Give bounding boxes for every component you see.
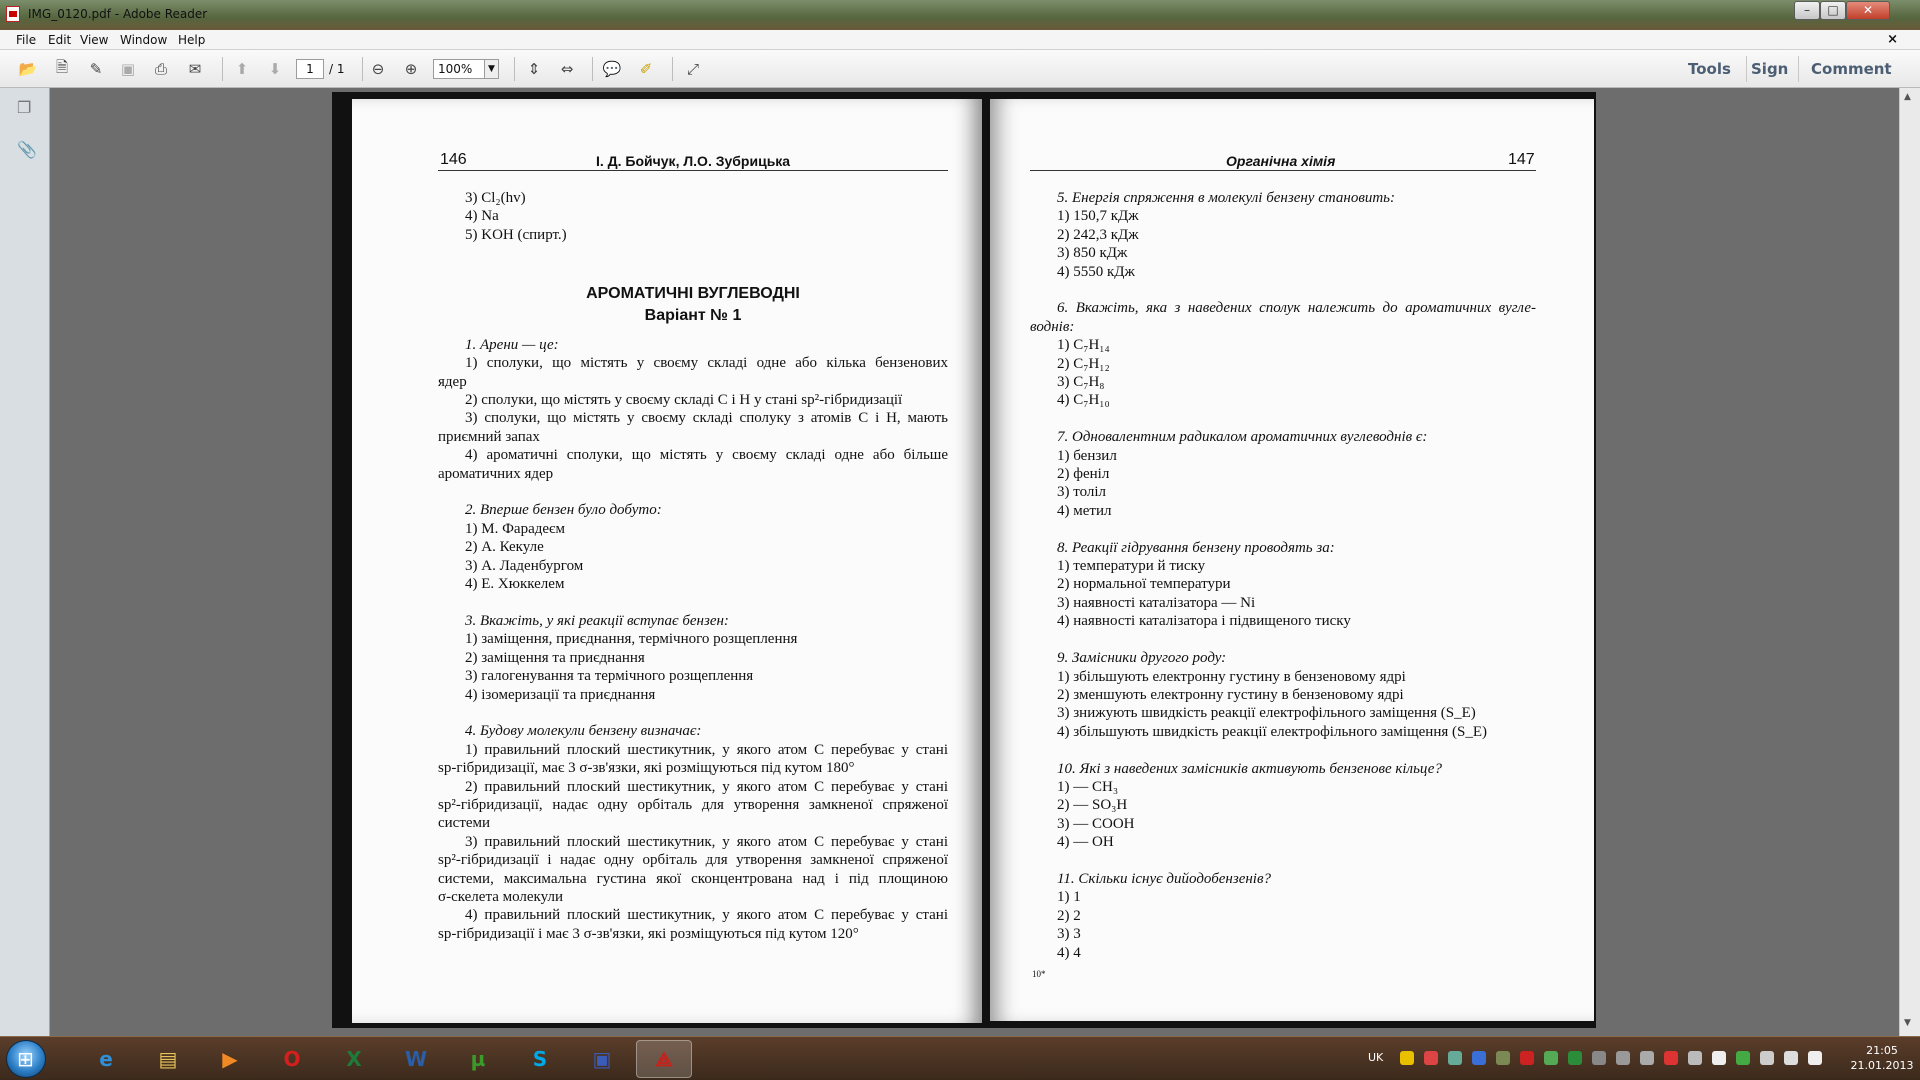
text-line: 2) — SO₃H	[1057, 797, 1128, 814]
question-text: 3. Вкажіть, у які реакції вступає бензен:	[465, 612, 729, 629]
text-line: 1) сполуки, що містять у своєму складі одне або кілька бензенових	[465, 355, 948, 372]
open-file-icon[interactable]: 📂	[18, 60, 38, 78]
toolbar-separator	[672, 57, 673, 81]
edit-pdf-icon[interactable]: ✎	[89, 60, 103, 78]
tray-icon[interactable]	[1472, 1051, 1486, 1065]
footer-mark: 10*	[1032, 969, 1046, 979]
clock-date: 21.01.2013	[1850, 1059, 1914, 1072]
taskbar-app-media-player[interactable]	[202, 1040, 258, 1078]
text-line: 4) правильний плоский шестикутник, у якого атом С перебуває у стані	[465, 907, 948, 924]
text-line: ароматичних ядер	[438, 465, 554, 482]
running-title: Органічна хімія	[1226, 153, 1336, 169]
question-text: 9. Замісники другого роду:	[1057, 650, 1227, 667]
text-line: 1) бензил	[1057, 447, 1117, 464]
text-line: приємний запах	[438, 428, 540, 445]
menu-help[interactable]: Help	[178, 33, 206, 47]
question-text: 6. Вкажіть, яка з наведених сполук належить до ароматичних вугле-	[1057, 300, 1536, 317]
menu-bar	[0, 30, 1920, 50]
attachments-icon[interactable]: 📎	[17, 140, 37, 159]
spacer	[1030, 631, 1536, 649]
clock-time: 21:05	[1866, 1044, 1898, 1057]
fullscreen-icon[interactable]: ⤢	[686, 60, 699, 78]
text-line: 5) KOH (спирт.)	[465, 226, 567, 243]
tray-icon[interactable]	[1448, 1051, 1462, 1065]
save-icon[interactable]: ▣	[120, 60, 136, 78]
taskbar	[0, 1036, 1920, 1080]
sign-pane-button[interactable]: Sign	[1751, 60, 1789, 78]
toolbar-separator	[1746, 56, 1747, 82]
opera-icon: O	[283, 1047, 301, 1071]
taskbar-app-skype[interactable]	[512, 1040, 568, 1078]
text-line: 1) збільшують електронну густину в бензеновому ядрі	[1057, 668, 1406, 685]
zoom-out-icon[interactable]: ⊖	[371, 60, 385, 78]
tray-icon[interactable]	[1400, 1051, 1414, 1065]
adobe-reader-icon: ⟁	[655, 1047, 673, 1071]
tray-icon[interactable]	[1424, 1051, 1438, 1065]
text-line: 2) сполуки, що містять у своєму складі С і Н у стані sp²-гібридизації	[465, 392, 903, 409]
text-line: 4) ізомеризації та приєднання	[465, 686, 656, 703]
text-line: 1) температури й тиску	[1057, 558, 1206, 575]
chevron-down-icon[interactable]: ▼	[484, 60, 498, 78]
menu-edit[interactable]: Edit	[48, 33, 72, 47]
menu-view[interactable]: View	[80, 33, 109, 47]
text-line: 4) — OH	[1057, 834, 1114, 851]
text-line: 2) правильний плоский шестикутник, у якого атом С перебуває у стані	[465, 778, 948, 795]
pdf-document-icon	[6, 6, 20, 22]
system-clock[interactable]	[1848, 1043, 1916, 1073]
text-line: 3) правильний плоский шестикутник, у якого атом С перебуває у стані	[465, 833, 948, 850]
word-icon: W	[404, 1047, 428, 1071]
print-icon[interactable]: ⎙	[154, 60, 167, 78]
question-text: 10. Які з наведених замісників активують бензенове кільце?	[1057, 760, 1442, 777]
question-text: 2. Вперше бензен було добуто:	[465, 502, 662, 519]
network-icon[interactable]	[1736, 1051, 1750, 1065]
tray-icon[interactable]	[1664, 1051, 1678, 1065]
text-line: 4) C₇H₁₀	[1057, 392, 1110, 409]
tools-pane-button[interactable]: Tools	[1688, 60, 1731, 78]
page-text	[438, 189, 948, 943]
menu-window[interactable]: Window	[120, 33, 168, 47]
taskbar-app-word[interactable]	[388, 1040, 444, 1078]
spacer	[438, 593, 948, 611]
text-line: 4) збільшують швидкість реакції електрофільного заміщення (S_E)	[1057, 723, 1487, 740]
question-text: 5. Енергія спряження в молекулі бензену становить:	[1057, 190, 1395, 206]
text-line: 3) наявності каталізатора — Ni	[1057, 594, 1256, 611]
question-text: воднів:	[1030, 318, 1075, 335]
question-text: 11. Скільки існує дийодобензенів?	[1057, 870, 1271, 887]
text-line: 3) знижують швидкість реакції електрофільного заміщення (S_E)	[1057, 705, 1476, 722]
spacer	[438, 704, 948, 722]
next-page-icon[interactable]: ⬇	[268, 60, 282, 78]
spacer	[1030, 520, 1536, 538]
toolbar-separator	[362, 57, 363, 81]
maximize-button[interactable]: □	[1820, 1, 1846, 20]
file-explorer-icon: ▤	[158, 1047, 178, 1071]
close-window-button[interactable]: ✕	[1846, 1, 1890, 20]
page-number: 146	[440, 151, 467, 168]
spacer	[438, 244, 948, 262]
text-line: 1) заміщення, приєднання, термічного розщеплення	[465, 631, 798, 648]
text-line: 4) наявності каталізатора і підвищеного тиску	[1057, 613, 1351, 630]
tray-icon[interactable]	[1544, 1051, 1558, 1065]
window-title: IMG_0120.pdf - Adobe Reader	[28, 7, 208, 21]
text-line: 2) феніл	[1057, 466, 1110, 483]
taskbar-app-internet-explorer[interactable]	[78, 1040, 134, 1078]
tray-icon[interactable]	[1592, 1051, 1606, 1065]
tray-icon[interactable]	[1640, 1051, 1654, 1065]
page-number: 147	[1508, 151, 1535, 168]
volume-icon[interactable]	[1808, 1051, 1822, 1065]
text-line: 3) сполуки, що містять у своєму складі сполуку з атомів С і Н, мають	[465, 410, 948, 427]
text-line: 4) 5550 кДж	[1057, 263, 1135, 280]
question-text: 7. Одновалентним радикалом ароматичних вуглеводнів є:	[1057, 429, 1428, 446]
zoom-in-icon[interactable]: ⊕	[404, 60, 418, 78]
power-icon[interactable]	[1784, 1051, 1798, 1065]
taskbar-app-utorrent[interactable]	[450, 1040, 506, 1078]
start-button[interactable]	[6, 1040, 46, 1078]
section-heading: АРОМАТИЧНІ ВУГЛЕВОДНІ	[586, 285, 800, 302]
internet-explorer-icon: e	[99, 1047, 113, 1071]
text-line: 1) правильний плоский шестикутник, у якого атом С перебуває у стані	[465, 741, 948, 758]
excel-icon: X	[346, 1047, 362, 1071]
zoom-select[interactable]	[433, 59, 499, 79]
text-line: 3) 850 кДж	[1057, 245, 1128, 262]
scroll-up-icon[interactable]: ▲	[1904, 92, 1911, 102]
text-line: 3) толіл	[1057, 484, 1107, 501]
media-player-icon: ▶	[222, 1047, 238, 1071]
text-line: 1) 1	[1057, 889, 1081, 906]
save-app-icon: ▣	[592, 1047, 612, 1071]
sticky-note-icon[interactable]: 💬	[602, 60, 622, 78]
text-line: 3) А. Ладенбургом	[465, 557, 584, 574]
text-line: sp²-гібридизації, надає одну орбіталь для утворення замкненої спряженої	[438, 796, 948, 813]
tray-icon[interactable]	[1520, 1051, 1534, 1065]
question-text: 1. Арени — це:	[465, 336, 559, 353]
text-line: 4) ароматичні сполуки, що містять у своєму складі одне або більше	[465, 447, 948, 464]
text-line: sp-гібридизації, має 3 σ-зв'язки, які розміщуються під кутом 180°	[438, 760, 855, 777]
right-page	[990, 99, 1594, 1021]
left-page	[352, 99, 982, 1023]
text-line: 1) C₇H₁₄	[1057, 337, 1110, 354]
action-center-icon[interactable]	[1760, 1051, 1774, 1065]
window-title-bar[interactable]	[0, 0, 1920, 30]
text-line: 2) C₇H₁₂	[1057, 355, 1110, 372]
language-indicator[interactable]: UK	[1368, 1051, 1384, 1064]
toolbar-separator	[514, 57, 515, 81]
scroll-down-icon[interactable]: ▼	[1904, 1018, 1911, 1028]
tray-icon[interactable]	[1568, 1051, 1582, 1065]
text-line: 2) А. Кекуле	[465, 539, 544, 556]
text-line: 4) метил	[1057, 502, 1112, 519]
spacer	[438, 483, 948, 501]
minimize-button[interactable]: –	[1794, 1, 1820, 20]
toolbar-separator	[1798, 56, 1799, 82]
fit-page-icon[interactable]: ⇕	[527, 60, 541, 78]
page-number-input[interactable]: 1	[296, 59, 324, 79]
page-thumbnails-icon[interactable]: ❐	[17, 98, 32, 117]
spacer	[1030, 281, 1536, 299]
tray-icon[interactable]	[1616, 1051, 1630, 1065]
spacer	[1030, 852, 1536, 870]
text-line: 2) нормальної температури	[1057, 576, 1231, 593]
running-title: І. Д. Бойчук, Л.О. Зубрицька	[596, 153, 791, 169]
text-line: 3) — COOH	[1057, 815, 1135, 832]
taskbar-app-save-app[interactable]	[574, 1040, 630, 1078]
highlight-text-icon[interactable]: ✐	[639, 60, 653, 78]
text-line: системи	[438, 815, 491, 832]
zoom-value: 100%	[438, 62, 473, 76]
email-icon[interactable]: ✉	[188, 60, 202, 78]
taskbar-app-file-explorer[interactable]	[140, 1040, 196, 1078]
close-document-icon[interactable]: ×	[1887, 32, 1898, 47]
fit-width-icon[interactable]: ⇔	[560, 60, 574, 78]
text-line: 3) C₇H₈	[1057, 374, 1105, 391]
section-heading: Варіант № 1	[644, 307, 742, 325]
text-line: 2) зменшують електронну густину в бензеновому ядрі	[1057, 686, 1404, 703]
toolbar-separator	[222, 57, 223, 81]
taskbar-app-opera[interactable]	[264, 1040, 320, 1078]
tray-icon[interactable]	[1496, 1051, 1510, 1065]
menu-file[interactable]: File	[16, 33, 37, 47]
taskbar-app-excel[interactable]	[326, 1040, 382, 1078]
vertical-scrollbar[interactable]	[1899, 88, 1920, 1036]
comment-pane-button[interactable]: Comment	[1811, 60, 1892, 78]
tray-icon[interactable]	[1712, 1051, 1726, 1065]
navigation-pane	[0, 88, 50, 1036]
text-line: 3) галогенування та термічного розщеплення	[465, 668, 754, 685]
previous-page-icon[interactable]: ⬆	[235, 60, 249, 78]
page-header	[438, 151, 948, 171]
skype-icon: S	[532, 1047, 548, 1071]
text-line: 4) Na	[465, 208, 499, 225]
text-line: 2) 242,3 кДж	[1057, 226, 1139, 243]
text-line: sp²-гібридизації і надає одну орбіталь для утворення замкненої спряженої	[438, 852, 948, 869]
text-line: 1) М. Фарадеєм	[465, 520, 565, 537]
spacer	[438, 263, 948, 281]
text-line: 1) — CH₃	[1057, 778, 1119, 795]
text-line: 4) 4	[1057, 944, 1081, 961]
text-line: 2) 2	[1057, 907, 1081, 924]
spacer	[1030, 741, 1536, 759]
text-line: 4) Е. Хюккелем	[465, 576, 565, 593]
question-text: 8. Реакції гідрування бензену проводять за:	[1057, 539, 1335, 556]
toolbar-separator	[592, 57, 593, 81]
text-line: системи, максимальна густина якої сконцентрована над і під площиною	[438, 870, 948, 887]
page-header	[1030, 151, 1536, 171]
toolbar	[0, 50, 1920, 88]
page-total: / 1	[329, 62, 345, 76]
utorrent-icon: µ	[470, 1047, 486, 1071]
create-pdf-icon[interactable]: 🗎	[55, 57, 69, 76]
text-line: sp-гібридизації і має 3 σ-зв'язки, які розміщуються під кутом 120°	[438, 925, 859, 942]
text-line: ядер	[438, 373, 467, 390]
text-line: 3) 3	[1057, 926, 1081, 943]
text-line: 2) заміщення та приєднання	[465, 649, 645, 666]
page-text	[1030, 189, 1536, 962]
text-line: 3) Cl₂(hv)	[465, 190, 526, 206]
text-line: σ-скелета молекули	[438, 888, 563, 905]
spacer	[1030, 410, 1536, 428]
tray-icon[interactable]	[1688, 1051, 1702, 1065]
question-text: 4. Будову молекули бензену визначає:	[465, 723, 702, 740]
text-line: 1) 150,7 кДж	[1057, 208, 1139, 225]
taskbar-app-adobe-reader[interactable]	[636, 1040, 692, 1078]
